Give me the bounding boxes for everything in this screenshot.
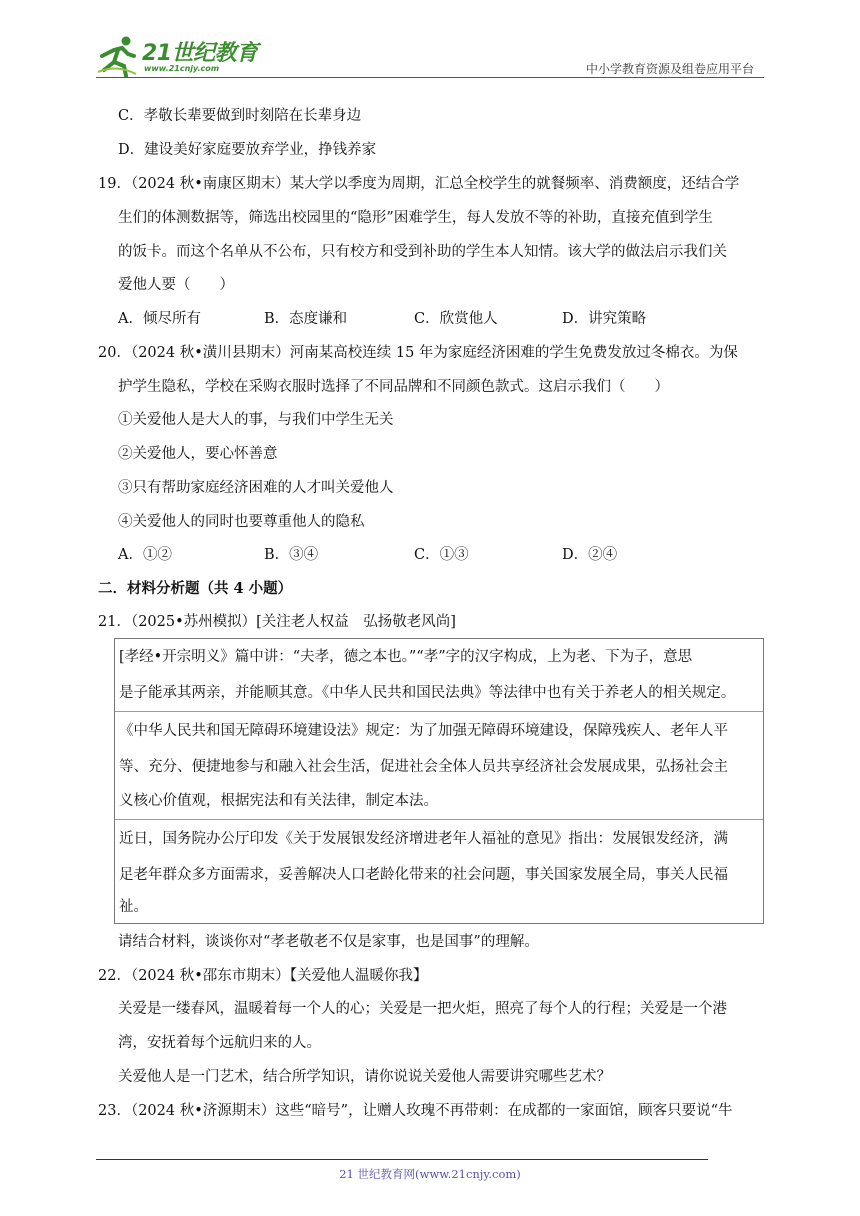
q20-option-d: D．②④ [562,547,618,563]
q19-stem-line: 19．（2024 秋•南康区期末）某大学以季度为周期，汇总全校学生的就餐频率、消费额度，还结合学 [98,176,740,192]
header-divider [96,77,764,78]
q19-stem-line: 的饭卡。而这个名单从不公布，只有校方和受到补助的学生本人知情。该大学的做法启示我们关 [118,244,727,260]
q21-stem: 21．（2025•苏州模拟）[关注老人权益 弘扬敬老风尚] [98,614,456,630]
material-2-line: 《中华人民共和国无障碍环境建设法》规定：为了加强无障碍环境建设，保障残疾人、老年人平 [119,723,728,739]
logo-url: www.21cnjy.com [144,64,220,73]
site-logo [96,34,256,78]
q20-statement: ①关爱他人是大人的事，与我们中学生无关 [118,412,394,428]
q20-stem-line: 护学生隐私，学校在采购衣服时选择了不同品牌和不同颜色款式。这启示我们（ ） [118,379,669,395]
q20-option-b: B．③④ [264,547,319,563]
q20-statement: ③只有帮助家庭经济困难的人才叫关爱他人 [118,480,394,496]
q21-material-box [114,638,764,924]
material-3-line: 祉。 [119,899,148,915]
q19-stem-line: 爱他人要（ ） [118,277,234,293]
q19-option-b: B．态度谦和 [264,311,348,327]
q19-stem-line: 生们的体测数据等，筛选出校园里的“隐形”困难学生，每人发放不等的补助，直接充值到学生 [118,210,713,226]
q22-line: 关爱他人是一门艺术，结合所学知识，请你说说关爱他人需要讲究哪些艺术？ [118,1069,611,1085]
material-1-line: 是子能承其两亲，并能顺其意。《中华人民共和国民法典》等法律中也有关于养老人的相关规定。 [119,685,736,701]
material-2-line: 等、充分、便捷地参与和融入社会生活，促进社会全体人员共享经济社会发展成果，弘扬社会主 [119,759,728,775]
material-divider [115,819,763,820]
q22-stem: 22．（2024 秋•邵东市期末）【关爱他人温暖你我】 [98,968,428,984]
q23-stem: 23．（2024 秋•济源期末）这些“暗号”，让赠人玫瑰不再带刺：在成都的一家面馆，顾客只要说“牛 [98,1103,733,1119]
footer-link[interactable]: 21 世纪教育网(www.21cnjy.com) [339,1167,521,1181]
q22-line: 湾，安抚着每个远航归来的人。 [118,1035,321,1051]
q20-stem-line: 20．（2024 秋•潢川县期末）河南某高校连续 15 年为家庭经济困难的学生免费发放过冬棉衣。为保 [98,345,738,361]
logo-text: 21世纪教育 [142,41,258,66]
q20-statement: ④关爱他人的同时也要尊重他人的隐私 [118,514,365,530]
material-divider [115,711,763,712]
material-1-line: [孝经•开宗明义》篇中讲：“夫孝，德之本也。”“孝”字的汉字构成，上为老、下为子，意思 [119,649,693,665]
footer-divider [96,1159,708,1160]
q19-option-d: D．讲究策略 [562,311,647,327]
q18-option-c: C．孝敬长辈要做到时刻陪在长辈身边 [118,108,362,124]
material-3-line: 足老年群众多方面需求，妥善解决人口老龄化带来的社会问题，事关国家发展全局，事关人民福 [119,867,728,883]
material-2-line: 义核心价值观，根据宪法和有关法律，制定本法。 [119,793,438,809]
material-3-line: 近日，国务院办公厅印发《关于发展银发经济增进老年人福祉的意见》指出：发展银发经济，满 [119,831,728,847]
q18-option-d: D．建设美好家庭要放弃学业，挣钱养家 [118,142,377,158]
section-title: 二．材料分析题（共 4 小题） [98,580,293,597]
q20-option-c: C．①③ [414,547,469,563]
q21-question: 请结合材料，谈谈你对“孝老敬老不仅是家事，也是国事”的理解。 [118,934,539,950]
header-platform-name: 中小学教育资源及组卷应用平台 [585,62,754,76]
runner-logo-icon [96,34,140,78]
q22-line: 关爱是一缕春风，温暖着每一个人的心；关爱是一把火炬，照亮了每个人的行程；关爱是一个港 [118,1001,727,1017]
q20-option-a: A．①② [118,547,172,563]
q20-statement: ②关爱他人，要心怀善意 [118,446,278,462]
q19-option-a: A．倾尽所有 [118,311,201,327]
q19-option-c: C．欣赏他人 [414,311,498,327]
